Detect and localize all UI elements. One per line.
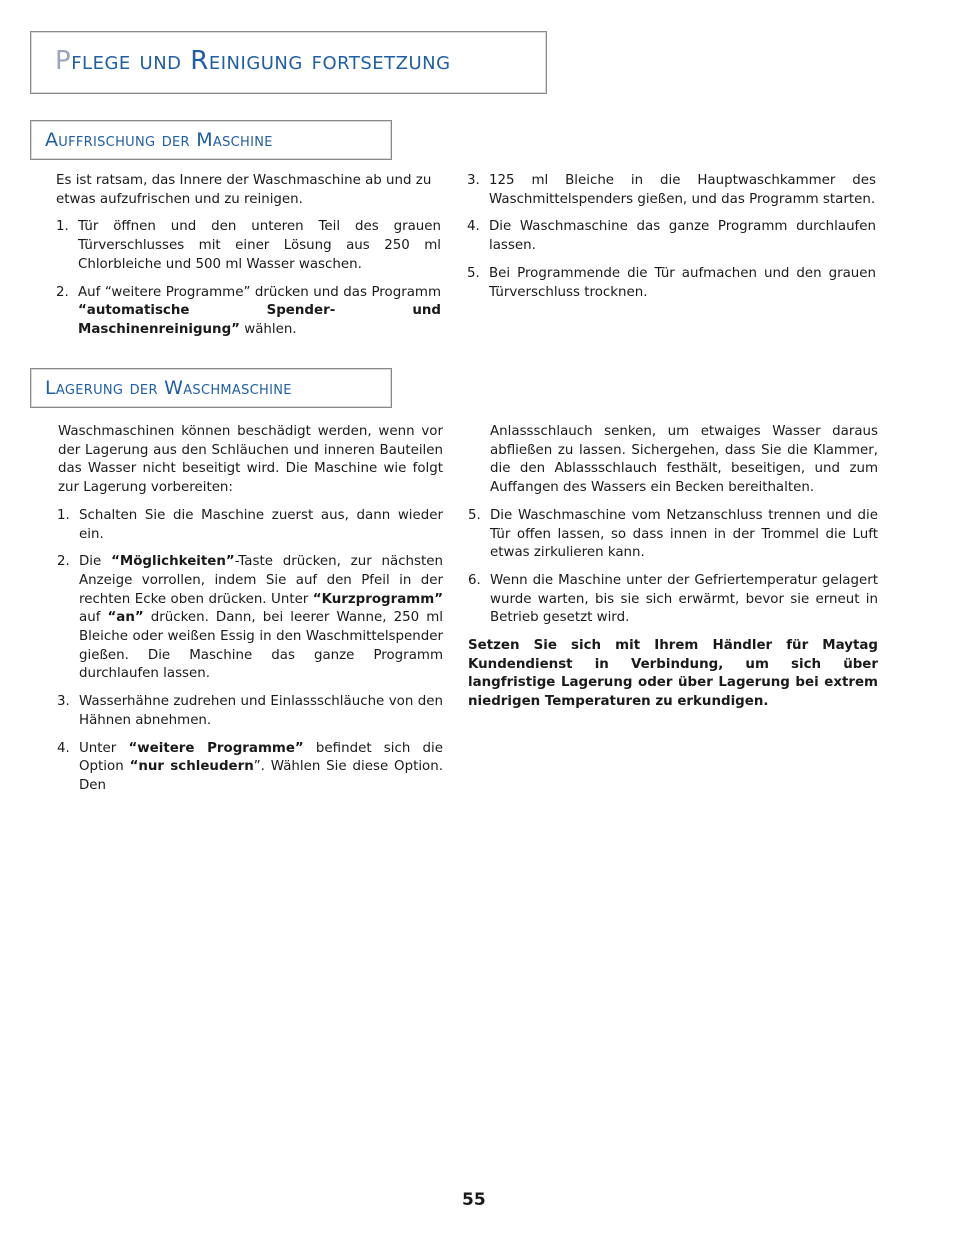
section-heading-auffrischung: Auffrischung der Maschine: [45, 129, 273, 151]
list-item-number: 4.: [57, 740, 70, 756]
list-item-text-part: befindet sich die Option: [79, 740, 443, 775]
section1-intro: Es ist ratsam, das Innere der Waschmaschine ab und zu etwas aufzufrischen und zu reinigen.: [56, 173, 432, 207]
list-item-text-part: Die: [79, 554, 112, 570]
list-item-continuation: Anlassschlauch senken, um etwaiges Wasser daraus abfließen zu lassen. Sichergehen, dass Sie die Klammer, die den Ablassschlauch festhält, beseitigen, und zum Auffangen des Wassers ein Becken bereithalten.: [490, 424, 878, 496]
list-item-text: Die Waschmaschine das ganze Programm durchlaufen lassen.: [489, 219, 876, 254]
list-item-number: 3.: [57, 694, 70, 710]
list-item: [57, 693, 443, 730]
list-item-text-part: wählen.: [239, 321, 297, 337]
page-title-box: [30, 31, 547, 94]
program-name-bold: “automatische Spender- und Maschinenreinigung”: [78, 303, 441, 337]
section-heading-box-auffrischung: [30, 120, 392, 160]
list-item-number: 4.: [467, 219, 480, 235]
list-item: [467, 265, 876, 302]
option-name-bold: “weitere Programme”: [128, 740, 304, 756]
list-item-text-part: Auf “weitere Programme” drücken und das Programm: [78, 284, 441, 300]
page-title: [55, 46, 451, 76]
option-name-bold: “nur schleudern: [129, 759, 254, 775]
key-name-bold: “Möglichkeiten”: [111, 554, 235, 570]
list-item-number: 2.: [57, 554, 70, 570]
list-item-text-part: ”. Wählen Sie diese Option. Den: [79, 759, 443, 793]
section1-left-column: [56, 172, 441, 349]
option-value-bold: “an”: [107, 610, 144, 626]
list-item-text: [78, 284, 441, 340]
section2-left-column: [57, 423, 443, 805]
list-item-text: Bei Programmende die Tür aufmachen und den grauen Türverschluss trocknen.: [489, 265, 876, 300]
list-item-number: 5.: [468, 507, 481, 523]
page-title-first-letter: P: [55, 46, 72, 76]
list-item-text: Wasserhähne zudrehen und Einlassschläuche von den Hähnen abnehmen.: [79, 694, 443, 728]
list-item: [467, 172, 876, 209]
list-item-text-part: Unter: [79, 740, 129, 756]
list-item-text: Schalten Sie die Maschine zuerst aus, dann wieder ein.: [79, 507, 443, 542]
list-item-text: Die Waschmaschine vom Netzanschluss trennen und die Tür offen lassen, so dass innen in der Trommel die Luft etwas zirkulieren kann.: [490, 507, 878, 561]
page-number: 55: [462, 1190, 486, 1210]
list-item-text: Tür öffnen und den unteren Teil des grauen Türverschlusses mit einer Lösung aus 250 ml Chlorbleiche und 500 ml Wasser waschen.: [78, 219, 441, 272]
list-item-number: 6.: [468, 572, 481, 588]
page-title-rest: flege und Reinigung fortsetzung: [71, 46, 451, 76]
section-heading-box-lagerung: [30, 368, 392, 408]
list-item-number: 1.: [57, 507, 70, 523]
list-item-text-part: drücken. Dann, bei leerer Wanne, 250 ml Bleiche oder weißen Essig in den Waschmittelspender gießen. Die Maschine das ganze Programm durchlaufen lassen.: [79, 610, 443, 682]
section-heading-lagerung: Lagerung der Waschmaschine: [45, 377, 292, 399]
option-name-bold: “Kurzprogramm”: [312, 591, 443, 607]
list-item-number: 1.: [56, 219, 69, 235]
list-item: [56, 284, 441, 340]
list-item: [57, 553, 443, 684]
list-item-text: [79, 553, 443, 684]
storage-note: Setzen Sie sich mit Ihrem Händler für Maytag Kundendienst in Verbindung, um sich über langfristige Lagerung oder über Lagerung bei extrem niedrigen Temperaturen zu erkundigen.: [468, 638, 878, 710]
list-item-number: 2.: [56, 284, 69, 300]
list-item-text: [79, 740, 443, 796]
list-item: [468, 507, 878, 563]
list-item: [57, 507, 443, 544]
section2-right-column: [468, 423, 878, 721]
list-item: [467, 218, 876, 255]
list-item-text: 125 ml Bleiche in die Hauptwaschkammer des Waschmittelspenders gießen, und das Programm starten.: [489, 173, 876, 207]
list-item: [56, 218, 441, 274]
list-item: [57, 740, 443, 796]
list-item-number: 5.: [467, 265, 480, 281]
list-item-text-part: -Taste drücken, zur nächsten Anzeige vorrollen, indem Sie auf den Pfeil in der rechten Ecke oben drücken. Unter: [79, 554, 443, 607]
section2-intro: Waschmaschinen können beschädigt werden, wenn vor der Lagerung aus den Schläuchen und inneren Bauteilen das Wasser nicht beseitigt wird. Die Maschine wie folgt zur Lagerung vorbereiten:: [58, 424, 443, 496]
section1-right-column: [467, 172, 876, 311]
list-item-number: 3.: [467, 173, 480, 188]
list-item: [468, 572, 878, 628]
list-item-text: Wenn die Maschine unter der Gefriertemperatur gelagert wurde warten, bis sie sich erwärmt, bevor sie erneut in Betrieb gesetzt wird.: [490, 572, 878, 626]
list-item-text-part: auf: [79, 610, 108, 626]
